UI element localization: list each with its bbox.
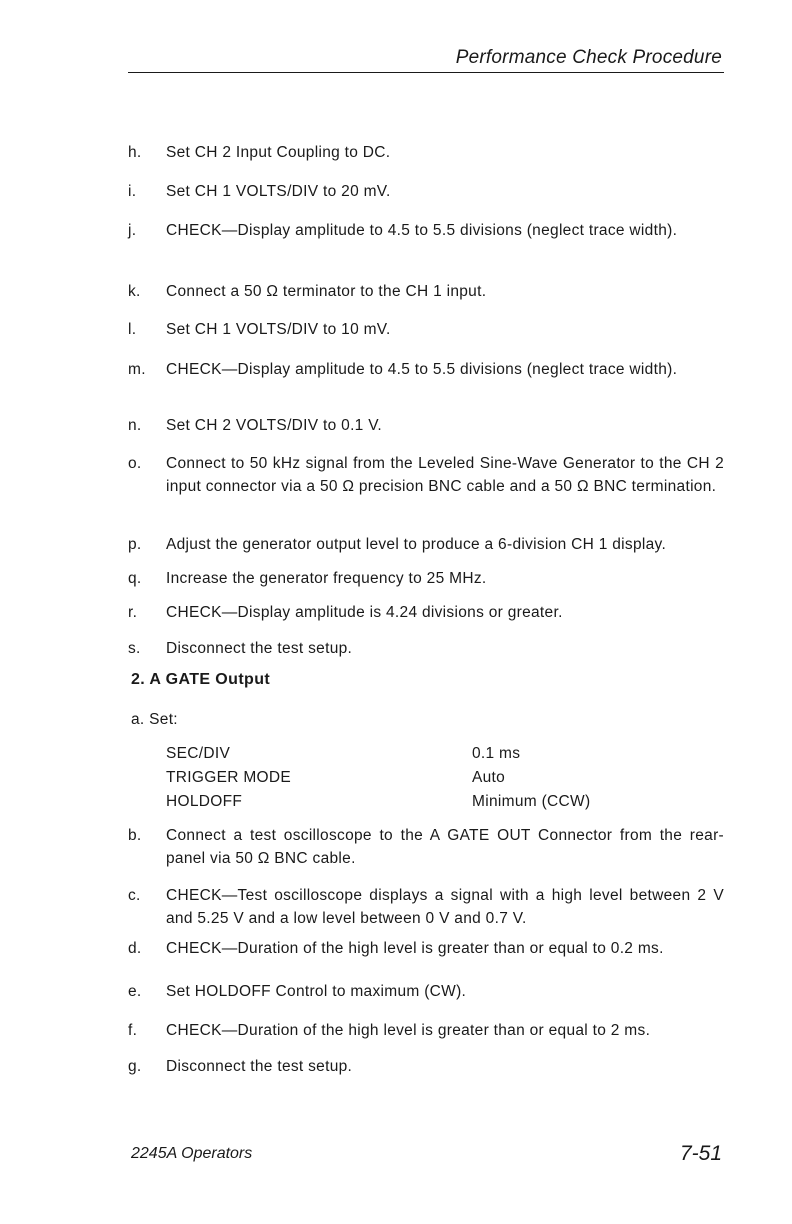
setting-name: TRIGGER MODE	[166, 769, 292, 786]
step-text: CHECK—Display amplitude is 4.24 divisions or greater.	[166, 604, 563, 621]
step-label: h.	[128, 144, 142, 161]
step-label: m.	[128, 361, 146, 378]
step-label: b.	[128, 827, 142, 844]
setting-value: Minimum (CCW)	[472, 793, 591, 810]
step-text: Connect a test oscilloscope to the A GATE OUT Connector from the rear-panel via 50 Ω BNC cable.	[166, 827, 724, 867]
step-i	[128, 180, 724, 203]
step-l	[128, 318, 724, 341]
step-label: p.	[128, 536, 142, 553]
step-text: CHECK—Duration of the high level is greater than or equal to 0.2 ms.	[166, 940, 664, 957]
settings-row	[166, 742, 626, 766]
step-r	[128, 601, 724, 624]
step-s	[128, 637, 724, 660]
step-text: CHECK—Display amplitude to 4.5 to 5.5 divisions (neglect trace width).	[166, 222, 678, 239]
step-c	[128, 884, 724, 930]
step-text: CHECK—Duration of the high level is greater than or equal to 2 ms.	[166, 1022, 651, 1039]
step-label: k.	[128, 283, 141, 300]
footer-page-number: 7-51	[679, 1142, 722, 1165]
step-o	[128, 452, 724, 498]
step-label: j.	[128, 222, 137, 239]
step-text: Set HOLDOFF Control to maximum (CW).	[166, 983, 467, 1000]
step-text: Adjust the generator output level to produce a 6-division CH 1 display.	[166, 536, 667, 553]
step-label: q.	[128, 570, 142, 587]
setting-value: Auto	[472, 769, 506, 786]
step-label: f.	[128, 1022, 138, 1039]
step-g	[128, 1055, 724, 1078]
header-title: Performance Check Procedure	[455, 47, 722, 68]
step-text: Set CH 2 Input Coupling to DC.	[166, 144, 391, 161]
step-text: Connect a 50 Ω terminator to the CH 1 input.	[166, 283, 487, 300]
setting-value: 0.1 ms	[472, 745, 521, 762]
step-k	[128, 280, 724, 303]
step-text: Set CH 1 VOLTS/DIV to 10 mV.	[166, 321, 391, 338]
step-text: Connect to 50 kHz signal from the Leveled Sine-Wave Generator to the CH 2 input connector via a 50 Ω precision BNC cable and a 50 Ω BNC termination.	[166, 455, 724, 495]
step-label: g.	[128, 1058, 142, 1075]
step-text: Disconnect the test setup.	[166, 640, 353, 657]
step-label: d.	[128, 940, 142, 957]
step-p	[128, 533, 724, 556]
settings-row	[166, 766, 626, 790]
section-heading: 2. A GATE Output	[131, 671, 271, 688]
step-label: i.	[128, 183, 137, 200]
step-label: r.	[128, 604, 138, 621]
step-text: Disconnect the test setup.	[166, 1058, 353, 1075]
step-e	[128, 980, 724, 1003]
footer-manual-title: 2245A Operators	[131, 1145, 253, 1162]
step-q	[128, 567, 724, 590]
step-text: CHECK—Test oscilloscope displays a signal with a high level between 2 V and 5.25 V and a low level between 0 V and 0.7 V.	[166, 887, 724, 927]
step-label: o.	[128, 455, 142, 472]
step-f	[128, 1019, 724, 1042]
step-text: CHECK—Display amplitude to 4.5 to 5.5 divisions (neglect trace width).	[166, 361, 678, 378]
step-d	[128, 937, 724, 960]
step-label: a.	[131, 711, 145, 728]
step-j	[128, 219, 724, 242]
step-label: s.	[128, 640, 141, 657]
step-a	[131, 711, 178, 729]
settings-row	[166, 790, 626, 814]
step-text: Increase the generator frequency to 25 MHz.	[166, 570, 487, 587]
step-m	[128, 358, 724, 381]
step-text: Set CH 1 VOLTS/DIV to 20 mV.	[166, 183, 391, 200]
step-label: e.	[128, 983, 142, 1000]
step-label: l.	[128, 321, 137, 338]
step-text: Set:	[149, 711, 178, 728]
step-label: c.	[128, 887, 141, 904]
setting-name: SEC/DIV	[166, 745, 231, 762]
step-h	[128, 141, 724, 164]
setting-name: HOLDOFF	[166, 793, 243, 810]
step-n	[128, 414, 724, 437]
step-label: n.	[128, 417, 142, 434]
step-text: Set CH 2 VOLTS/DIV to 0.1 V.	[166, 417, 383, 434]
step-b	[128, 824, 724, 870]
header-rule	[128, 72, 724, 73]
settings-table	[166, 742, 626, 814]
